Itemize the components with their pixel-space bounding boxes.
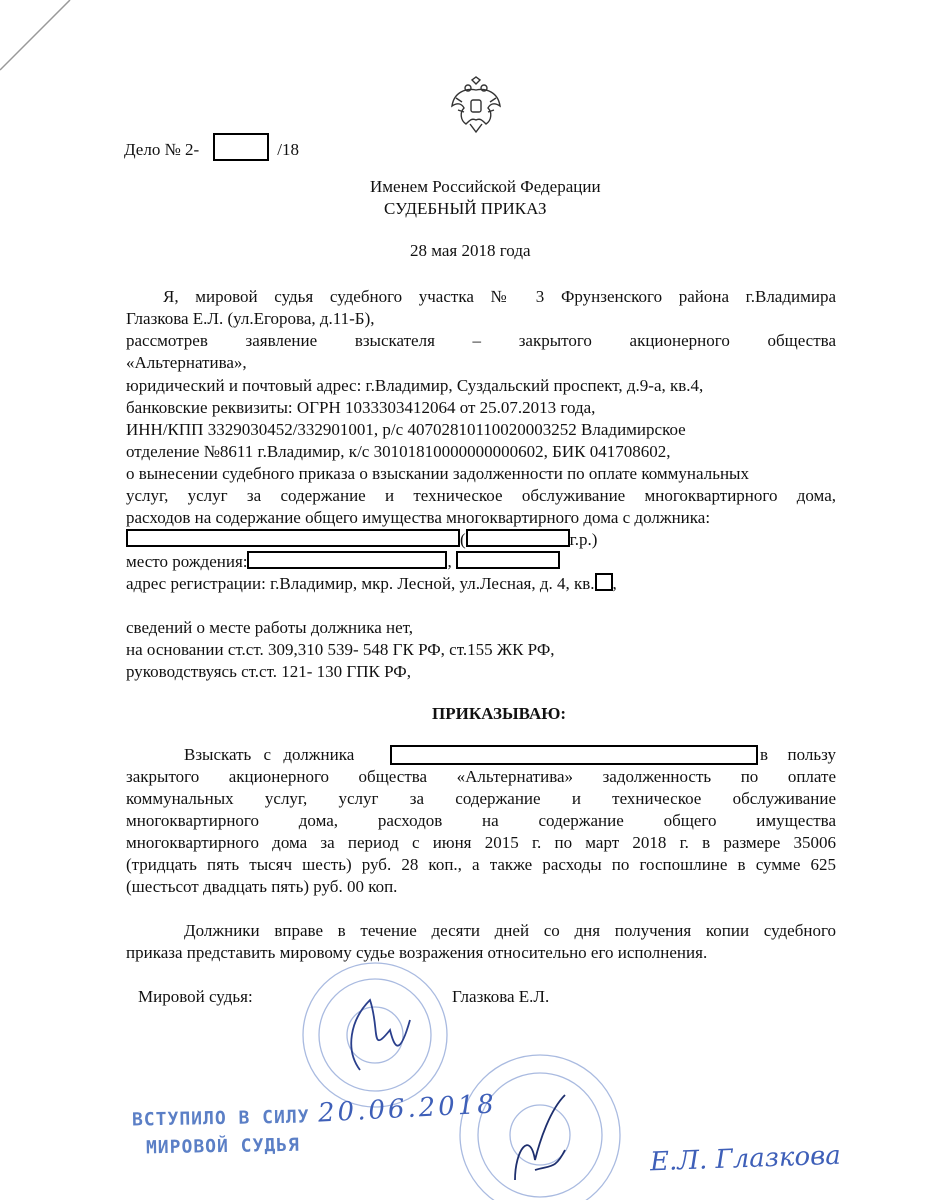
- order-line-4: многоквартирного дома, расходов на содержание общего имущества: [126, 811, 836, 830]
- procedure-line: руководствуясь ст.ст. 121- 130 ГПК РФ,: [126, 662, 411, 681]
- case-prefix: Дело № 2-: [124, 140, 200, 159]
- order-line-6: (тридцать пять тысяч шесть) руб. 28 коп., а также расходы по госпошлине в сумме 625: [126, 855, 836, 874]
- intro-line-6: банковские реквизиты: ОГРН 1033303412064 от 25.07.2013 года,: [126, 398, 596, 417]
- birthplace-redacted-1: [247, 551, 447, 569]
- apartment-redacted: [595, 573, 613, 591]
- order-line-2: закрытого акционерного общества «Альтернатива» задолженность по оплате: [126, 767, 836, 786]
- order-line-7: (шестьсот двадцать пять) руб. 00 коп.: [126, 877, 398, 896]
- debtor-name-line: [126, 529, 597, 551]
- order-debtor-redacted: [390, 745, 758, 765]
- intro-line-11: расходов на содержание общего имущества многоквартирного дома с должника:: [126, 508, 711, 527]
- document-date: 28 мая 2018 года: [410, 241, 531, 260]
- order-line-1: [184, 744, 354, 766]
- order-line-3: коммунальных услуг, услуг за содержание и техническое обслуживание: [126, 789, 836, 808]
- birthplace-label: место рождения:: [126, 552, 248, 571]
- registration-address-text: адрес регистрации: г.Владимир, мкр. Лесной, ул.Лесная, д. 4, кв.: [126, 574, 595, 593]
- objection-line-1: Должники вправе в течение десяти дней со дня получения копии судебного: [184, 921, 836, 940]
- signature-name: Глазкова Е.Л.: [452, 987, 550, 1006]
- court-seal-1: [300, 960, 450, 1110]
- debtor-year-suffix: г.р.): [569, 530, 598, 549]
- handwritten-date: 20.06.2018: [317, 1089, 498, 1129]
- intro-line-8: отделение №8611 г.Владимир, к/с 30101810000000000602, БИК 041708602,: [126, 442, 671, 461]
- debtor-paren: (: [460, 530, 466, 549]
- effect-stamp-line-1: ВСТУПИЛО В СИЛУ: [131, 1106, 310, 1131]
- debtor-year-redacted: [466, 529, 570, 547]
- order-line-5: многоквартирного дома за период с июня 2015 г. по март 2018 г. в размере 35006: [126, 833, 836, 852]
- intro-line-5: юридический и почтовый адрес: г.Владимир, Суздальский проспект, д.9-а, кв.4,: [126, 376, 704, 395]
- effect-stamp-line-2: МИРОВОЙ СУДЬЯ: [145, 1134, 301, 1159]
- intro-line-9: о вынесении судебного приказа о взыскании задолженности по оплате коммунальных: [126, 464, 749, 483]
- intro-line-7: ИНН/КПП 3329030452/332901001, р/с 40702810110020003252 Владимирское: [126, 420, 686, 439]
- intro-line-10: услуг, услуг за содержание и техническое обслуживание многоквартирного дома,: [126, 486, 836, 505]
- case-suffix: /18: [277, 140, 299, 159]
- intro-line-4: «Альтернатива»,: [126, 353, 247, 372]
- coat-of-arms-emblem: [446, 76, 506, 136]
- registration-address: адрес регистрации: г.Владимир, мкр. Лесной, ул.Лесная, д. 4, кв. ,: [126, 574, 617, 593]
- intro-line-2: Глазкова Е.Л. (ул.Егорова, д.11-Б),: [126, 309, 375, 328]
- signature-label: Мировой судья:: [138, 987, 253, 1006]
- court-seal-2: [455, 1050, 625, 1200]
- order-line-1-start: Взыскать с должника: [184, 745, 355, 764]
- title-federation: Именем Российской Федерации: [370, 177, 601, 196]
- intro-line-1: Я, мировой судья судебного участка № 3 Фрунзенского района г.Владимира: [163, 287, 836, 306]
- case-number-redacted: [213, 133, 269, 161]
- birthplace-line: место рождения: ,: [126, 551, 560, 573]
- objection-line-2: приказа представить мировому судье возражения относительно его исполнения.: [126, 943, 708, 962]
- order-line-1-end: в пользу: [760, 745, 836, 764]
- case-number: [124, 133, 299, 161]
- debtor-name-redacted: [126, 529, 460, 547]
- order-heading: ПРИКАЗЫВАЮ:: [432, 704, 567, 723]
- legal-basis-line: на основании ст.ст. 309,310 539- 548 ГК РФ, ст.155 ЖК РФ,: [126, 640, 555, 659]
- title-court-order: СУДЕБНЫЙ ПРИКАЗ: [384, 199, 547, 218]
- employment-line: сведений о месте работы должника нет,: [126, 618, 414, 637]
- handwritten-name: Е.Л. Глазкова: [649, 1140, 842, 1178]
- intro-line-3: рассмотрев заявление взыскателя – закрытого акционерного общества: [126, 331, 836, 350]
- birthplace-redacted-2: [456, 551, 560, 569]
